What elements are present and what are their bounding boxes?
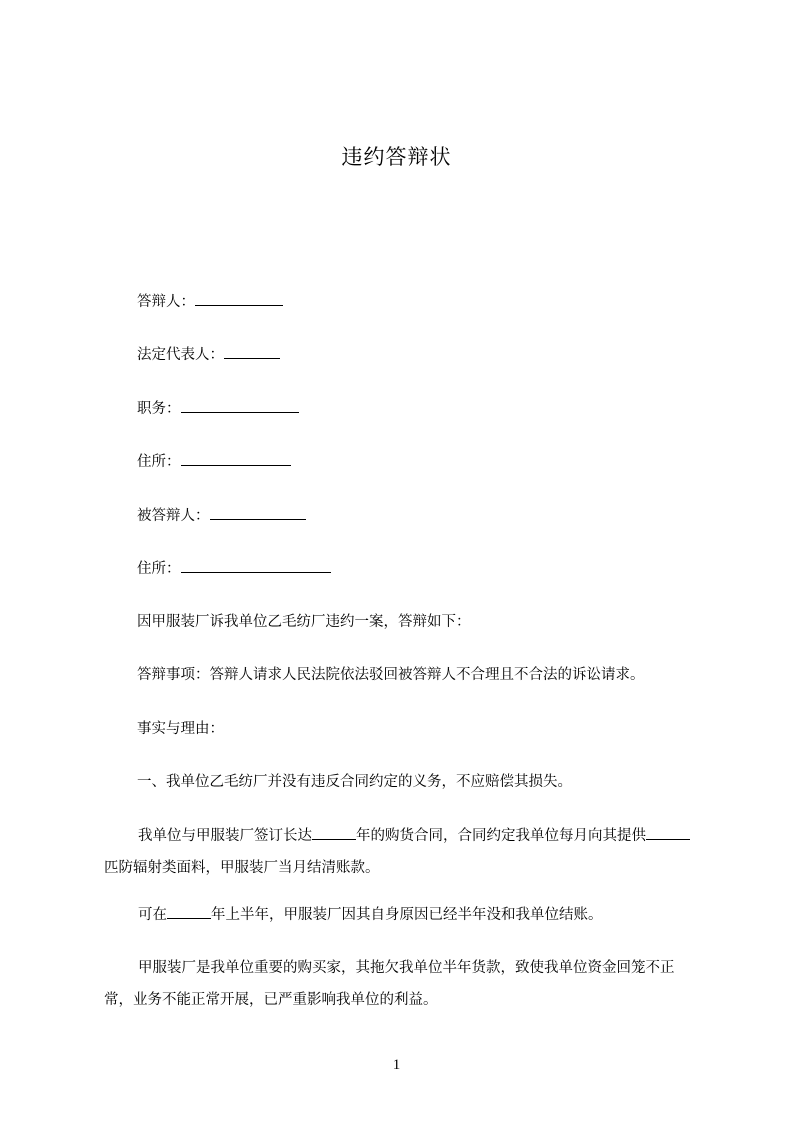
paragraph-2: [104, 899, 700, 931]
respondent-blank: [195, 291, 283, 306]
para1-part-b: 年的购货合同，合同约定我单位每月向其提供: [356, 828, 646, 844]
position-label: 职务：: [137, 401, 181, 417]
para2-part-a: 可在: [138, 907, 167, 923]
address-blank-2: [181, 558, 331, 573]
para2-part-b: 年上半年，甲服装厂因其自身原因已经半年没和我单位结账。: [211, 907, 603, 923]
quantity-blank: [646, 825, 690, 840]
para1-part-a: 我单位与甲服装厂签订长达: [138, 828, 312, 844]
position-blank: [181, 398, 299, 413]
defendant-label: 被答辩人：: [137, 508, 210, 524]
legal-rep-field: [137, 344, 280, 365]
para1-part-c: 匹防辐射类面料，甲服装厂当月结清账款。: [104, 860, 380, 876]
years-blank: [312, 825, 356, 840]
page-number: 1: [392, 1057, 401, 1073]
defendant-blank: [210, 505, 306, 520]
legal-rep-label: 法定代表人：: [137, 347, 224, 363]
point-one: 一、我单位乙毛纺厂并没有违反合同约定的义务，不应赔偿其损失。: [137, 774, 572, 790]
respondent-field: [137, 291, 283, 312]
legal-rep-blank: [224, 344, 280, 359]
defendant-field: [137, 505, 306, 526]
address-field-1: [137, 451, 291, 472]
year-blank: [167, 904, 211, 919]
document-title: 违约答辩状: [341, 145, 452, 169]
address-label-1: 住所：: [137, 454, 181, 470]
respondent-label: 答辩人：: [137, 294, 195, 310]
intro-line: 因甲服装厂诉我单位乙毛纺厂违约一案，答辩如下：: [137, 614, 471, 630]
address-blank-1: [181, 451, 291, 466]
address-label-2: 住所：: [137, 561, 181, 577]
matters-line: 答辩事项：答辩人请求人民法院依法驳回被答辩人不合理且不合法的诉讼请求。: [137, 667, 645, 683]
position-field: [137, 398, 299, 419]
facts-heading: 事实与理由：: [137, 721, 224, 737]
paragraph-1: [104, 820, 700, 884]
address-field-2: [137, 558, 331, 579]
paragraph-3: 甲服装厂是我单位重要的购买家，其拖欠我单位半年货款，致使我单位资金回笼不正常，业务不能正常开展，已严重影响我单位的利益。: [104, 960, 675, 1008]
